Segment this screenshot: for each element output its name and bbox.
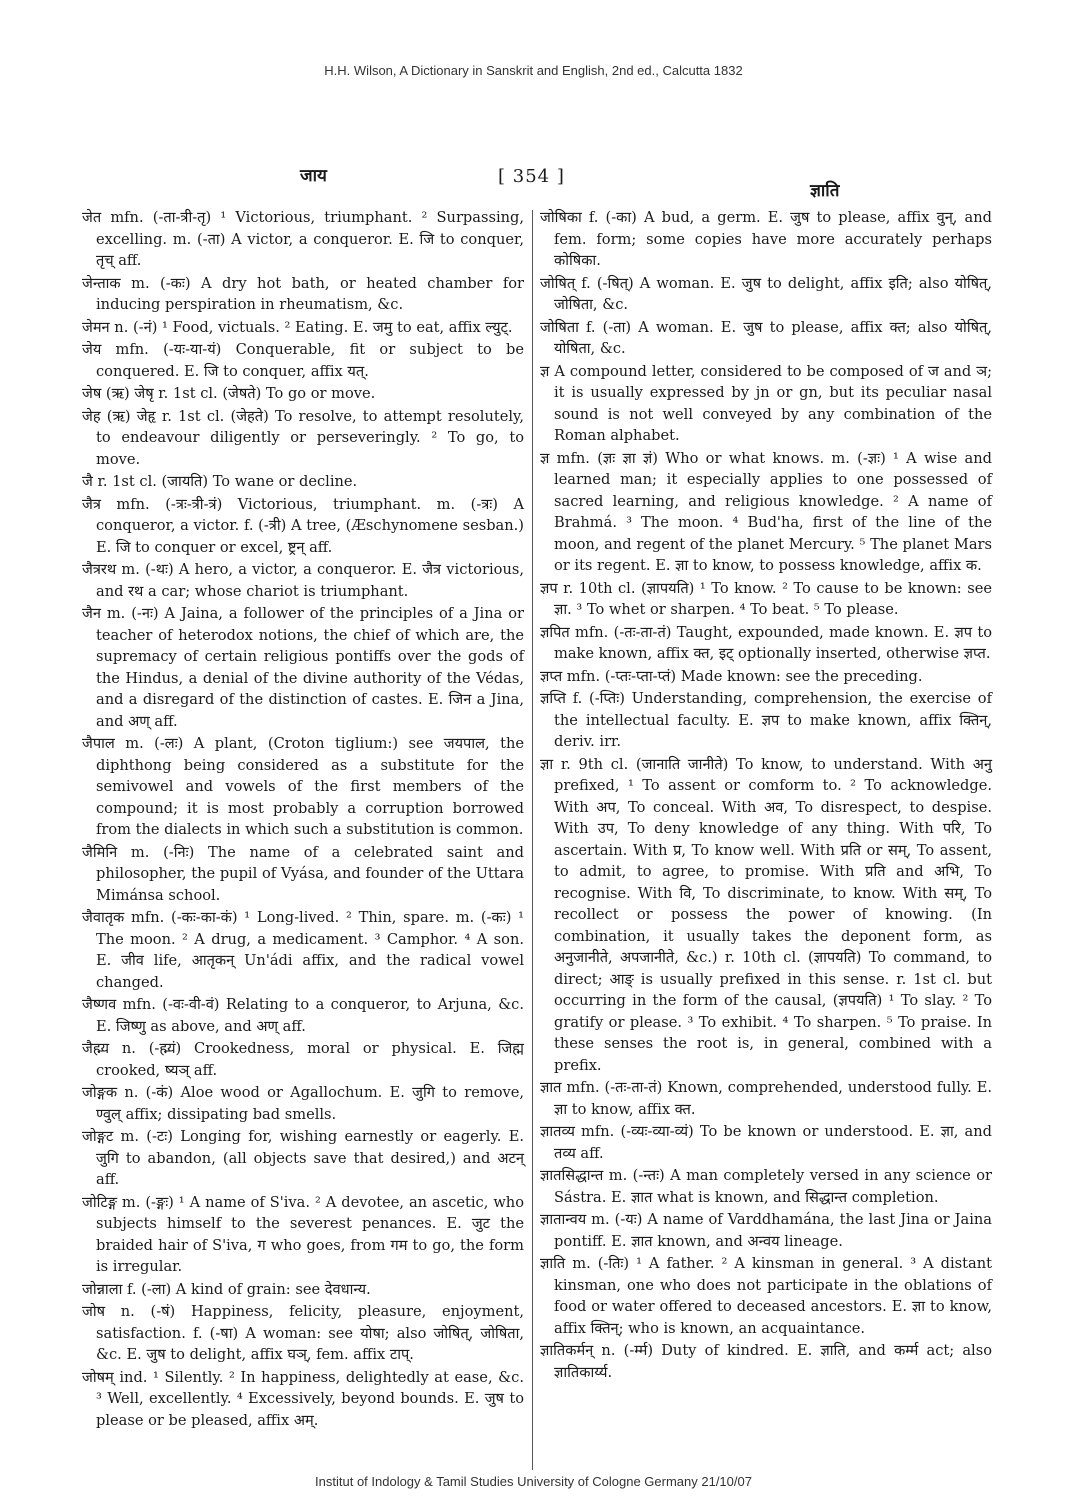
dictionary-entry: जैष्णव mfn. (-वः-वी-वं) Relating to a conqueror, to Arjuna, &c. E. जिष्णु as above, and अण् aff. — [82, 996, 524, 1035]
left-column — [82, 207, 524, 1432]
column-divider — [532, 210, 533, 1470]
dictionary-entry: ज्ञात mfn. (-तः-ता-तं) Known, comprehended, understood fully. E. ज्ञा to know, affix क्त. — [540, 1079, 992, 1118]
dictionary-entry: जोषित् f. (-षित्) A woman. E. जुष to delight, affix इति; also योषित्, जोषिता, &c. — [540, 274, 992, 313]
right-column — [540, 207, 992, 1384]
dictionary-entry: जैन m. (-नः) A Jaina, a follower of the principles of a Jina or teacher of heterodox notions, the chief of which are, the supremacy of certain religious pontiffs over the gods of the Hindus, a denial of the divine authority of the Védas, and a disregard of the distinction of castes. E. जिन a Jina, and अण् aff. — [82, 605, 524, 730]
dictionary-entry: जैमिनि m. (-निः) The name of a celebrated saint and philosopher, the pupil of Vyása, and founder of the Uttara Mimánsa school. — [82, 843, 524, 904]
dictionary-entry: जैपाल m. (-लः) A plant, (Croton tiglium:) see जयपाल, the diphthong being considered as a substitute for the semivowel and vowels of the first members of the compound; it is most probably a corruption borrowed from the dialects in which such a substitution is common. — [82, 735, 524, 838]
page-number: [ 354 ] — [498, 166, 565, 187]
dictionary-entry: जेय mfn. (-यः-या-यं) Conquerable, fit or subject to be conquered. E. जि to conquer, affix यत्. — [82, 341, 524, 380]
dictionary-entry: ज्ञातान्वय m. (-यः) A name of Varddhamána, the last Jina or Jaina pontiff. E. ज्ञात known, and अन्वय lineage. — [540, 1211, 992, 1250]
dictionary-entry: ज्ञातिकर्मन् n. (-र्म्म) Duty of kindred. E. ज्ञाति, and कर्म्म act; also ज्ञातिकार्य्य. — [540, 1342, 992, 1381]
dictionary-entry: ज्ञा r. 9th cl. (जानाति जानीते) To know, to understand. With अनु prefixed, ¹ To assent or comform to. ² To acknowledge. With अप, To conceal. With अव, To disrespect, to despise. With उप, To deny knowledge of any thing. With परि, To ascertain. With प्र, To know well. With प्रति or सम्, To assent, to admit, to agree, to promise. With प्रति and अभि, To recognise. With वि, To discriminate, to know. With सम्, To recollect or possess the power of knowing. (In combination, it usually takes the deponent form, as अनुजानीते, अपजानीते, &c.) r. 10th cl. (ज्ञापयति) To command, to direct; आङ् is usually prefixed in this sense. r. 1st cl. but occurring in the form of the causal, (ज्ञपयति) ¹ To slay. ² To gratify or please. ³ To exhibit. ⁴ To sharpen. ⁵ To praise. In these senses the root is, in general, combined with a prefix. — [540, 755, 992, 1074]
running-head-left: जाय — [300, 166, 327, 186]
source-line: H.H. Wilson, A Dictionary in Sanskrit and English, 2nd ed., Calcutta 1832 — [324, 63, 743, 78]
dictionary-entry: जोटिङ्ग m. (-ङ्गः) ¹ A name of S'iva. ² A devotee, an ascetic, who subjects himself to the severest penances. E. जुट the braided hair of S'iva, ग who goes, from गम to go, the form is irregular. — [82, 1193, 524, 1275]
dictionary-entry: जैत्र mfn. (-त्रः-त्री-त्रं) Victorious, triumphant. m. (-त्रः) A conqueror, a victor. f. (-त्री) A tree, (Æschynomene sesban.) E. जि to conquer or excel, ष्ट्रन् aff. — [82, 495, 524, 556]
dictionary-entry: जेन्ताक m. (-कः) A dry hot bath, or heated chamber for inducing perspiration in rheumatism, &c. — [82, 274, 524, 313]
dictionary-entry: ज्ञ mfn. (ज्ञः ज्ञा ज्ञं) Who or what knows. m. (-ज्ञः) ¹ A wise and learned man; it especially applies to one possessed of sacred learning, and religious knowledge. ² A name of Brahmá. ³ The moon. ⁴ Bud'ha, first of the line of the moon, and regent of the planet Mercury. ⁵ The planet Mars or its regent. E. ज्ञा to know, to possess knowledge, affix क. — [540, 449, 992, 574]
dictionary-entry: ज्ञप्ति f. (-प्तिः) Understanding, comprehension, the exercise of the intellectual faculty. E. ज्ञप to make known, affix क्तिन्, deriv. irr. — [540, 690, 992, 750]
dictionary-entry: जोषम् ind. ¹ Silently. ² In happiness, delightedly at ease, &c. ³ Well, excellently. ⁴ Excessively, beyond bounds. E. जुष to please or be pleased, affix अम्. — [82, 1368, 524, 1429]
dictionary-entry: जेह (ऋ) जेहृ r. 1st cl. (जेहते) To resolve, to attempt resolutely, to endeavour diligently or perseveringly. ² To go, to move. — [82, 407, 524, 468]
dictionary-entry: जोन्नाला f. (-ला) A kind of grain: see देवधान्य. — [82, 1280, 371, 1298]
dictionary-entry: ज्ञपित mfn. (-तः-ता-तं) Taught, expounded, made known. E. ज्ञप to make known, affix क्त, इट् optionally inserted, otherwise ज्ञप्त. — [540, 623, 992, 662]
dictionary-entry: जोङ्गट m. (-टः) Longing for, wishing earnestly or eagerly. E. जुगि to abandon, (all objects save that desired,) and अटन् aff. — [82, 1128, 524, 1188]
dictionary-entry: ज्ञातव्य mfn. (-व्यः-व्या-व्यं) To be known or understood. E. ज्ञा, and तव्य aff. — [540, 1123, 992, 1162]
dictionary-entry: जेमन n. (-नं) ¹ Food, victuals. ² Eating. E. जमु to eat, affix ल्युट्. — [82, 318, 513, 336]
dictionary-entry: जेत mfn. (-ता-त्री-तृ) ¹ Victorious, triumphant. ² Surpassing, excelling. m. (-ता) A victor, a conqueror. E. जि to conquer, तृच् aff. — [82, 209, 524, 269]
dictionary-entry: ज्ञप r. 10th cl. (ज्ञापयति) ¹ To know. ² To cause to be known: see ज्ञा. ³ To whet or sharpen. ⁴ To beat. ⁵ To please. — [540, 579, 992, 618]
dictionary-entry: जोष n. (-षं) Happiness, felicity, pleasure, enjoyment, satisfaction. f. (-षा) A woman: see योषा; also जोषित्, जोषिता, &c. E. जुष to delight, affix घञ्, fem. affix टाप्. — [82, 1303, 524, 1363]
dictionary-entry: ज्ञाति m. (-तिः) ¹ A father. ² A kinsman in general. ³ A distant kinsman, one who does not participate in the oblations of food or water offered to deceased ancestors. E. ज्ञा to know, affix क्तिन्; who is known, an acquaintance. — [540, 1255, 992, 1337]
dictionary-entry: जेष (ऋ) जेषृ r. 1st cl. (जेषते) To go or move. — [82, 385, 376, 402]
dictionary-entry: जैवातृक mfn. (-कः-का-कं) ¹ Long-lived. ² Thin, spare. m. (-कः) ¹ The moon. ² A drug, a medicament. ³ Camphor. ⁴ A son. E. जीव life, आतृकन् Un'ádi affix, and the radical vowel changed. — [82, 909, 524, 991]
running-head-right: ज्ञाति — [810, 181, 840, 201]
footer-line: Institut of Indology & Tamil Studies University of Cologne Germany 21/10/07 — [315, 1474, 752, 1489]
dictionary-entry: ज्ञ A compound letter, considered to be composed of ज and ञ; it is usually expressed by jn or gn, but its peculiar nasal sound is not well conveyed by any combination of the Roman alphabet. — [540, 362, 992, 444]
dictionary-entry: जैत्ररथ m. (-थः) A hero, a victor, a conqueror. E. जैत्र victorious, and रथ a car; whose chariot is triumphant. — [82, 561, 524, 600]
dictionary-entry: जोषिता f. (-ता) A woman. E. जुष to please, affix क्त; also योषित्, योषिता, &c. — [540, 318, 992, 357]
dictionary-entry: ज्ञप्त mfn. (-प्तः-प्ता-प्तं) Made known: see the preceding. — [540, 667, 923, 685]
dictionary-entry: ज्ञातसिद्धान्त m. (-न्तः) A man completely versed in any science or Sástra. E. ज्ञात what is known, and सिद्धान्त completion. — [540, 1167, 992, 1206]
dictionary-entry: जैह्म्य n. (-ह्म्यं) Crookedness, moral or physical. E. जिह्म crooked, ष्यञ् aff. — [82, 1040, 524, 1079]
dictionary-entry: जोषिका f. (-का) A bud, a germ. E. जुष to please, affix वुन्, and fem. form; some copies have more accurately perhaps कोषिका. — [540, 209, 992, 269]
dictionary-entry: जोङ्गक n. (-कं) Aloe wood or Agallochum. E. जुगि to remove, ण्वुल् affix; dissipating bad smells. — [82, 1084, 524, 1123]
dictionary-entry: जै r. 1st cl. (जायति) To wane or decline. — [82, 473, 358, 490]
